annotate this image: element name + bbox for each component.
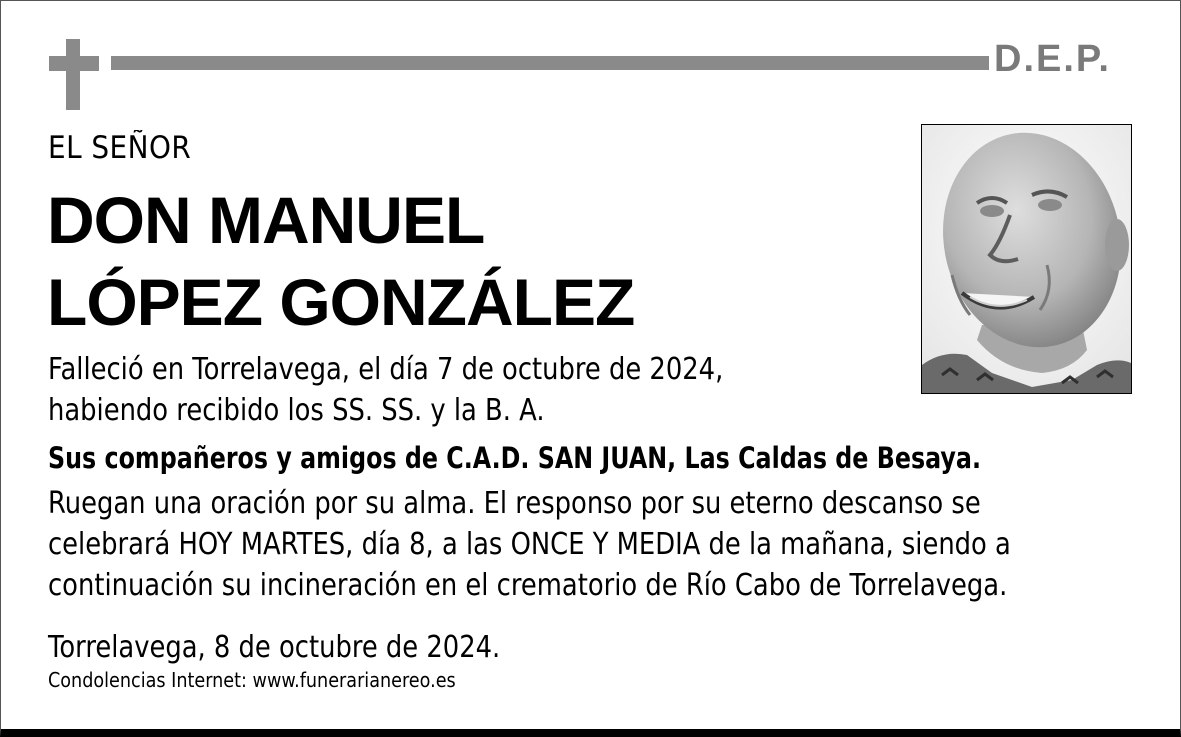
name-line-1: DON MANUEL xyxy=(47,183,485,257)
dep-label: D.E.P. xyxy=(994,38,1111,80)
death-info-line-2: habiendo recibido los SS. SS. y la B. A. xyxy=(48,393,545,428)
service-line-3: continuación su incineración en el crematorio de Río Cabo de Torrelavega. xyxy=(48,568,1008,603)
service-info xyxy=(48,483,1011,606)
death-info-line-1: Falleció en Torrelavega, el día 7 de octubre de 2024, xyxy=(48,352,724,387)
service-line-1: Ruegan una oración por su alma. El responso por su eterno descanso se xyxy=(48,486,981,521)
service-line-2: celebrará HOY MARTES, día 8, a las ONCE Y MEDIA de la mañana, siendo a xyxy=(48,527,1011,562)
deceased-photo xyxy=(921,124,1132,394)
header-rule xyxy=(111,56,989,70)
condolences-link-text: Condolencias Internet: www.funerarianereo.es xyxy=(48,668,456,692)
mourners-line: Sus compañeros y amigos de C.A.D. SAN JUAN, Las Caldas de Besaya. xyxy=(48,441,981,475)
death-info xyxy=(48,349,723,431)
deceased-name xyxy=(47,179,634,343)
honorific: EL SEÑOR xyxy=(48,130,192,166)
place-date: Torrelavega, 8 de octubre de 2024. xyxy=(48,630,501,665)
name-line-2: LÓPEZ GONZÁLEZ xyxy=(47,265,635,339)
